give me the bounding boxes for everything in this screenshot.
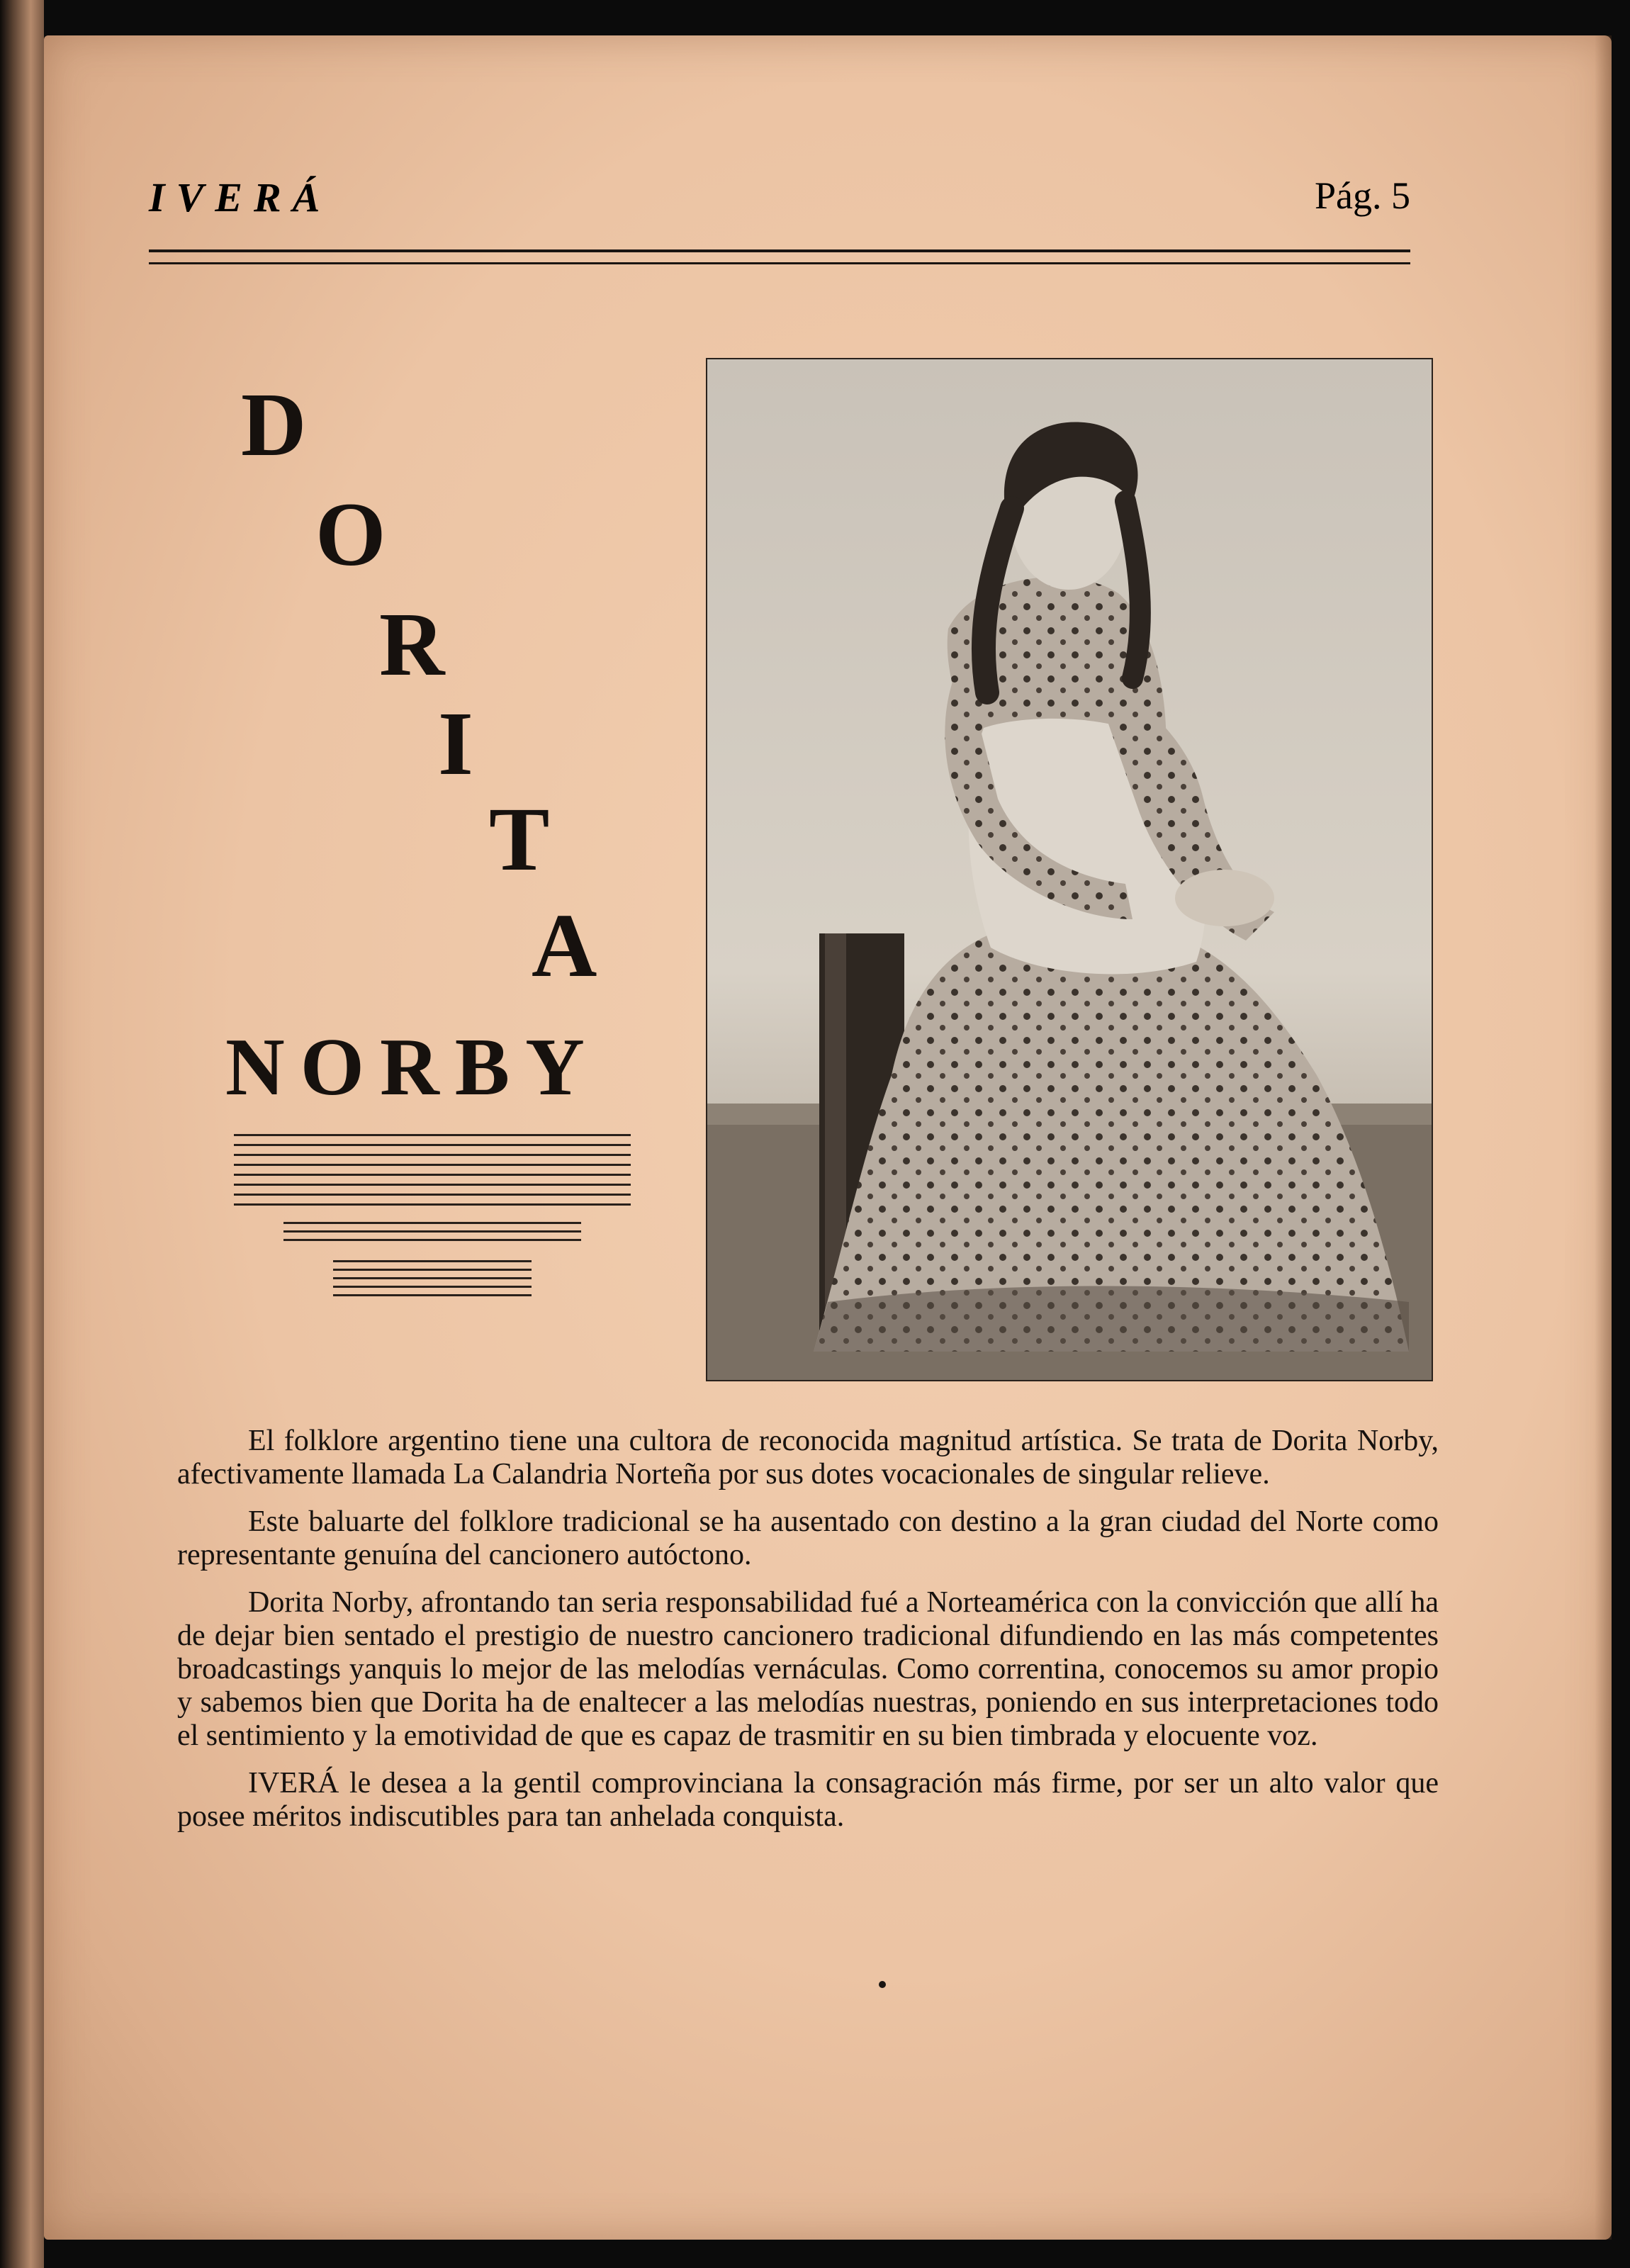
- running-header: [149, 167, 1410, 230]
- article-paragraph: IVERÁ le desea a la gentil comprovinciana la consagración más firme, por ser un alto valor que posee méritos indiscutibles para tan anhelada conquista.: [177, 1767, 1439, 1833]
- title-letter-r: R: [379, 594, 445, 695]
- portrait-photo: [706, 358, 1433, 1381]
- portrait-photo-illustration: [707, 359, 1432, 1380]
- article-paragraph: Este baluarte del folklore tradicional se ha ausentado con destino a la gran ciudad del Norte como representante genuína del cancionero autóctono.: [177, 1505, 1439, 1571]
- ink-speck: [879, 1981, 886, 1988]
- article-body: [177, 1425, 1439, 1848]
- title-letter-t: T: [489, 789, 550, 889]
- page-edge-shadow: [1595, 35, 1612, 2240]
- article-paragraph: El folklore argentino tiene una cultora de reconocida magnitud artística. Se trata de Dorita Norby, afectivamente llamada La Calandria Norteña por sus dotes vocacionales de singular relieve.: [177, 1425, 1439, 1491]
- title-letter-d: D: [241, 374, 307, 475]
- adjacent-page-edge: [0, 0, 44, 2268]
- article-paragraph: Dorita Norby, afrontando tan seria responsabilidad fué a Norteamérica con la convicción que allí ha de dejar bien sentado el prestigio de nuestro cancionero tradicional difundiendo en las más competentes broadcastings yanquis lo mejor de las melodías vernáculas. Como correntina, conocemos su amor propio y sabemos bien que Dorita ha de enaltecer a las melodías nuestras, poniendo en sus interpretaciones todo el sentimiento y la emotividad de que es capaz de trasmitir en su bien timbrada y elocuente voz.: [177, 1586, 1439, 1752]
- title-letter-a: A: [532, 895, 597, 996]
- page-number: Pág. 5: [1315, 174, 1410, 217]
- title-letter-o: O: [315, 484, 386, 585]
- decorative-rule-ornament: [234, 1134, 631, 1304]
- magazine-name: IVERÁ: [149, 174, 332, 220]
- header-double-rule: [149, 249, 1410, 264]
- title-surname: NORBY: [225, 1022, 600, 1113]
- title-letter-i: I: [438, 693, 473, 794]
